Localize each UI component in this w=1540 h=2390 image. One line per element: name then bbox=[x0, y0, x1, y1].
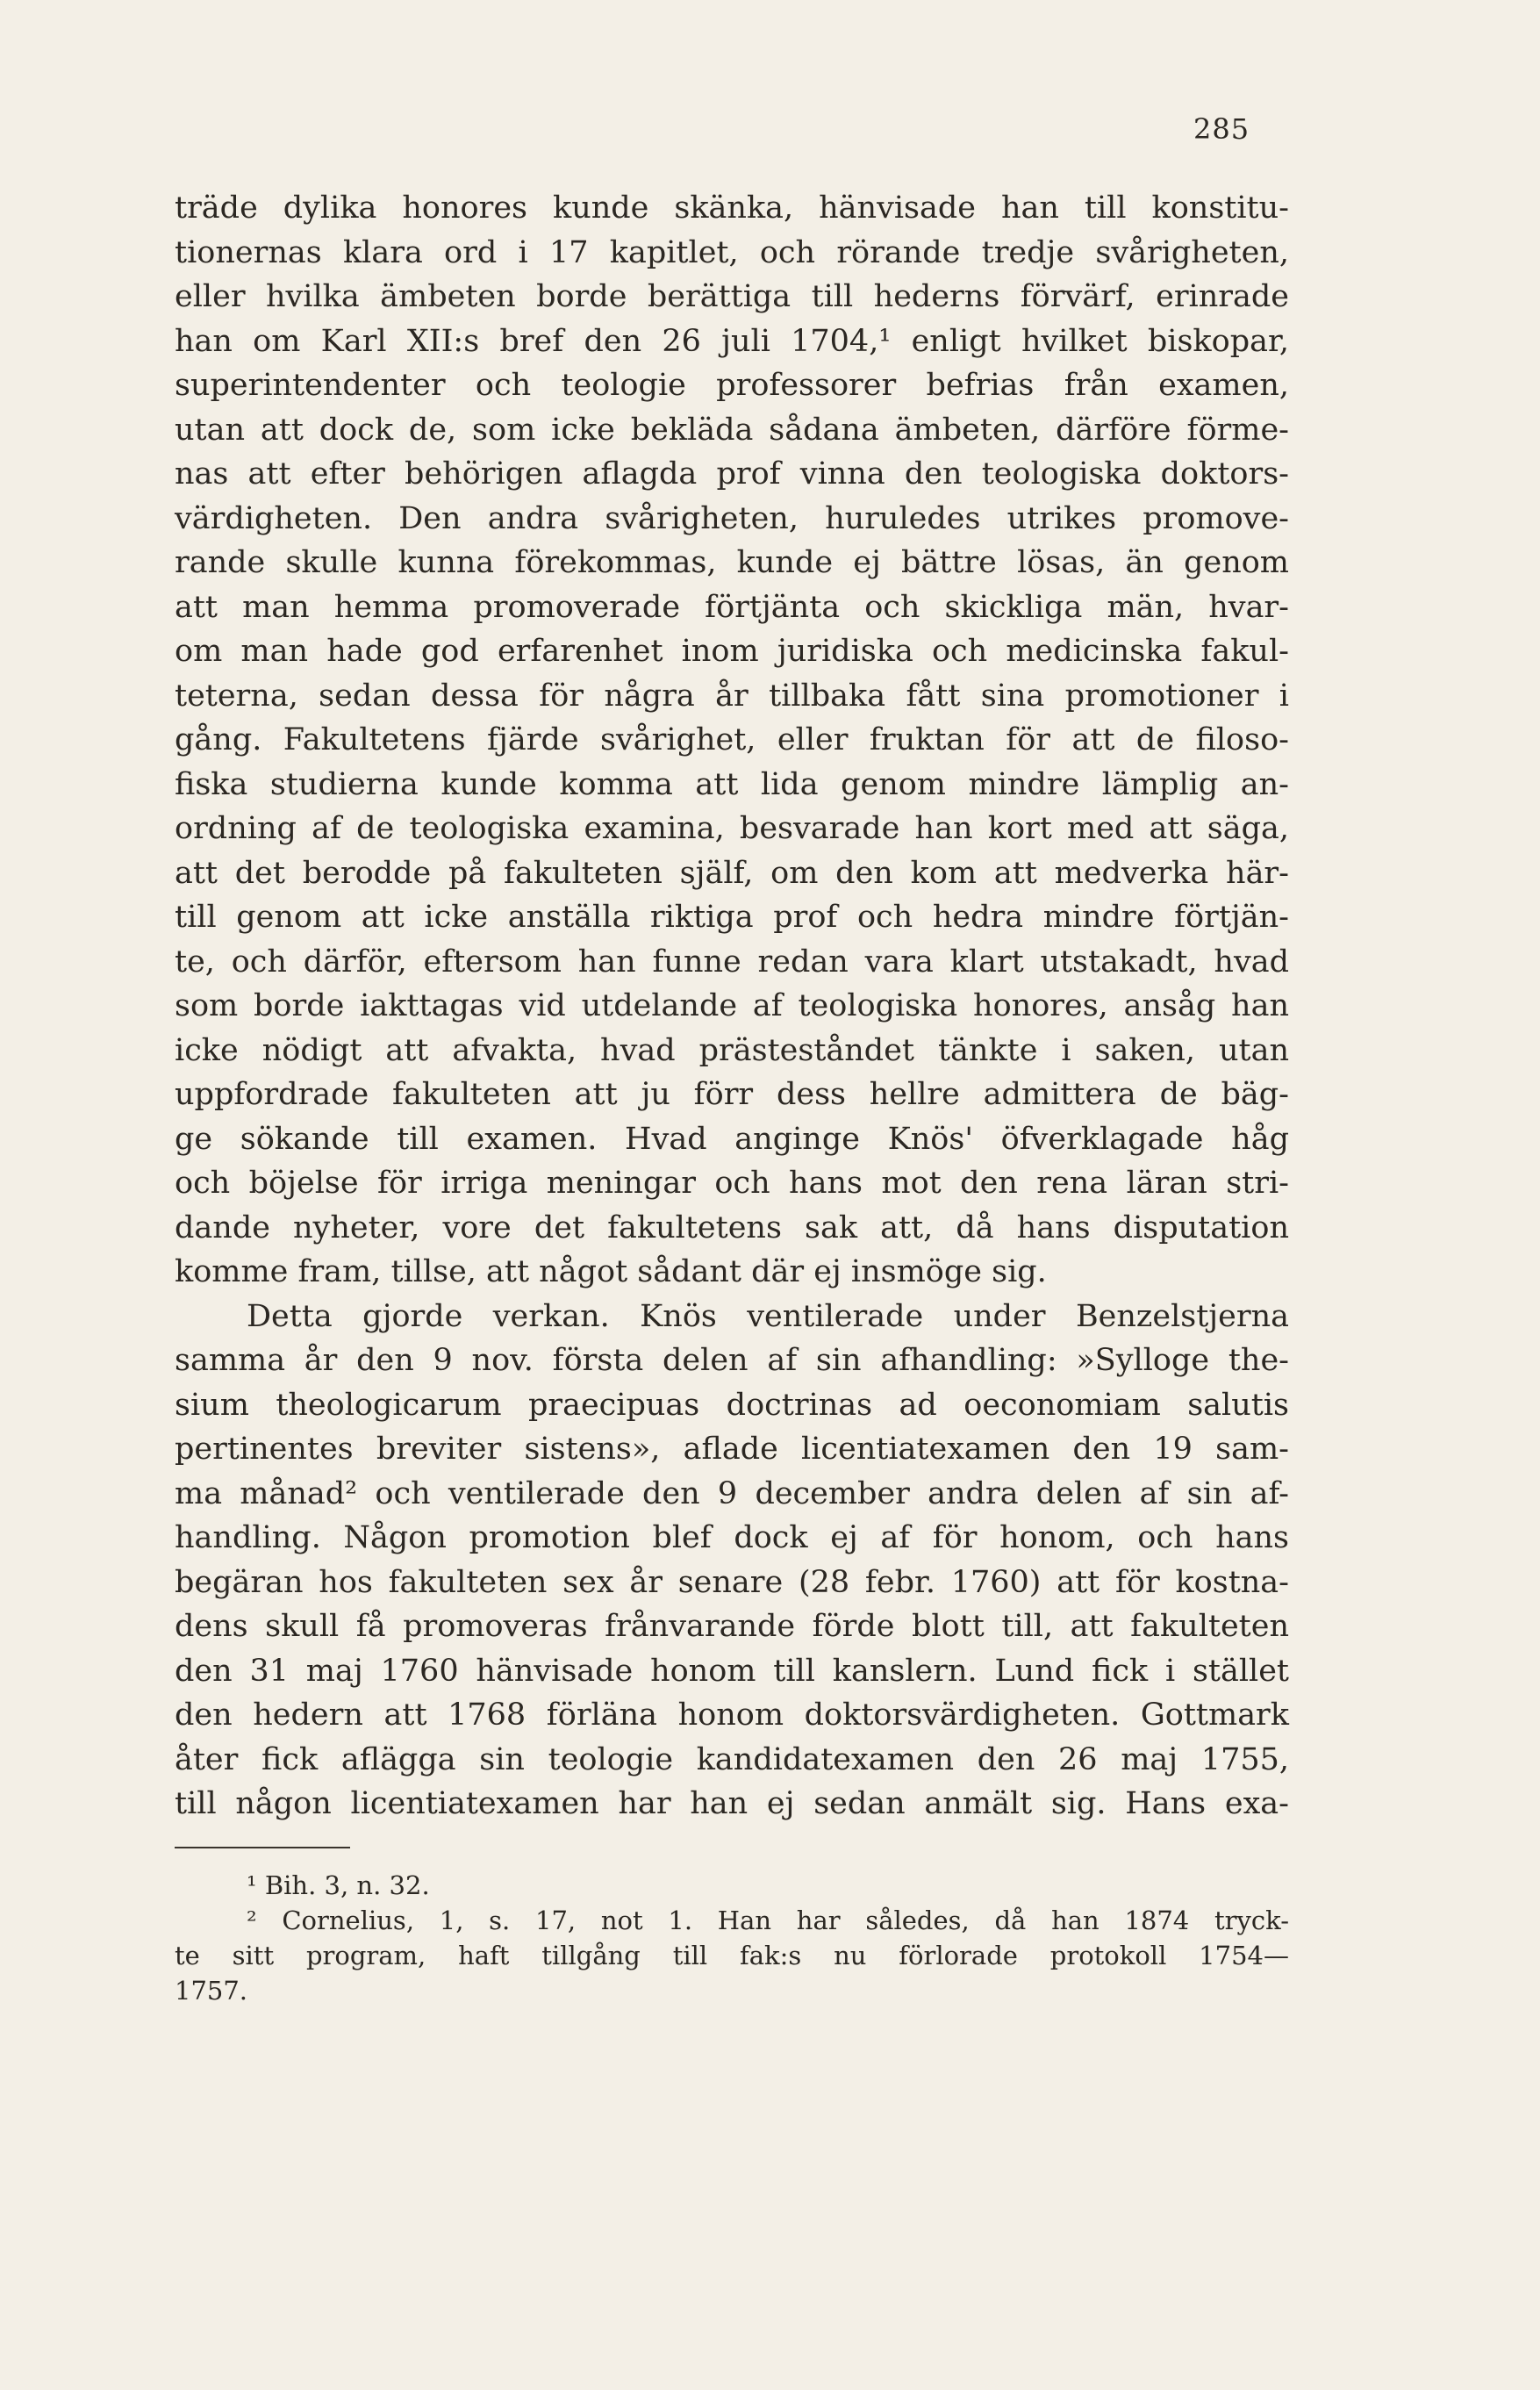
text-line: och böjelse för irriga meningar och hans mot den rena läran stri- bbox=[175, 1166, 1289, 1201]
text-line: värdigheten. Den andra svårigheten, huruledes utrikes promove- bbox=[175, 500, 1289, 536]
footnote-line: 1757. bbox=[175, 1976, 248, 2006]
footnote-line: te sitt program, haft tillgång till fak:s nu förlorade protokoll 1754— bbox=[175, 1941, 1289, 1970]
text-line: icke nödigt att afvakta, hvad prästeståndet tänkte i saken, utan bbox=[175, 1032, 1289, 1068]
text-line: till någon licentiatexamen har han ej sedan anmält sig. Hans exa- bbox=[175, 1786, 1289, 1821]
text-line: den hedern att 1768 förläna honom doktorsvärdigheten. Gottmark bbox=[175, 1697, 1289, 1733]
footnote-line: ¹ Bih. 3, n. 32. bbox=[247, 1870, 430, 1900]
text-line: gång. Fakultetens fjärde svårighet, eller fruktan för att de filoso- bbox=[175, 722, 1289, 757]
text-line: te, och därför, eftersom han funne redan vara klart utstakadt, hvad bbox=[175, 944, 1289, 980]
text-line: om man hade god erfarenhet inom juridiska och medicinska fakul- bbox=[175, 634, 1289, 669]
text-line: utan att dock de, som icke bekläda sådana ämbeten, därföre förme- bbox=[175, 412, 1289, 448]
text-line: samma år den 9 nov. första delen af sin afhandling: »Sylloge the- bbox=[175, 1343, 1289, 1378]
text-line: teterna, sedan dessa för några år tillbaka fått sina promotioner i bbox=[175, 678, 1289, 714]
text-line: Detta gjorde verkan. Knös ventilerade under Benzelstjerna bbox=[247, 1298, 1289, 1334]
text-line: ge sökande till examen. Hvad anginge Knös' öfverklagade håg bbox=[175, 1121, 1289, 1157]
text-line: komme fram, tillse, att något sådant där ej insmöge sig. bbox=[175, 1254, 1047, 1289]
text-line: att det berodde på fakulteten själf, om den kom att medverka här- bbox=[175, 855, 1289, 891]
text-line: rande skulle kunna förekommas, kunde ej bättre lösas, än genom bbox=[175, 545, 1289, 580]
footnote-separator bbox=[175, 1847, 350, 1848]
text-line: nas att efter behörigen aflagda prof vinna den teologiska doktors- bbox=[175, 456, 1289, 492]
text-line: som borde iakttagas vid utdelande af teologiska honores, ansåg han bbox=[175, 988, 1289, 1023]
text-line: fiska studierna kunde komma att lida genom mindre lämplig an- bbox=[175, 766, 1289, 802]
footnote-line: ² Cornelius, 1, s. 17, not 1. Han har således, då han 1874 tryck- bbox=[247, 1906, 1289, 1935]
text-line: handling. Någon promotion blef dock ej af för honom, och hans bbox=[175, 1520, 1289, 1555]
text-line: att man hemma promoverade förtjänta och skickliga män, hvar- bbox=[175, 589, 1289, 625]
text-line: tionernas klara ord i 17 kapitlet, och rörande tredje svårigheten, bbox=[175, 234, 1289, 270]
footnotes bbox=[175, 1868, 1289, 2008]
text-line: han om Karl XII:s bref den 26 juli 1704,¹ enligt hvilket biskopar, bbox=[175, 323, 1289, 359]
text-line: dens skull få promoveras frånvarande förde blott till, att fakulteten bbox=[175, 1609, 1289, 1644]
text-line: den 31 maj 1760 hänvisade honom till kanslern. Lund fick i stället bbox=[175, 1653, 1289, 1689]
text-line: superintendenter och teologie professorer befrias från examen, bbox=[175, 368, 1289, 403]
text-line: åter fick aflägga sin teologie kandidatexamen den 26 maj 1755, bbox=[175, 1741, 1289, 1777]
text-line: begäran hos fakulteten sex år senare (28 febr. 1760) att för kostna- bbox=[175, 1564, 1289, 1600]
text-line: pertinentes breviter sistens», aflade licentiatexamen den 19 sam- bbox=[175, 1432, 1289, 1467]
text-line: dande nyheter, vore det fakultetens sak att, då hans disputation bbox=[175, 1209, 1289, 1245]
text-line: eller hvilka ämbeten borde berättiga till hederns förvärf, erinrade bbox=[175, 279, 1289, 314]
text-line: uppfordrade fakulteten att ju förr dess hellre admittera de bäg- bbox=[175, 1077, 1289, 1112]
text-line: till genom att icke anställa riktiga prof och hedra mindre förtjän- bbox=[175, 900, 1289, 935]
page-number: 285 bbox=[1193, 112, 1250, 146]
body-text bbox=[175, 186, 1289, 1827]
text-line: ordning af de teologiska examina, besvarade han kort med att säga, bbox=[175, 811, 1289, 846]
text-line: ma månad² och ventilerade den 9 december andra delen af sin af- bbox=[175, 1475, 1289, 1511]
text-line: träde dylika honores kunde skänka, hänvisade han till konstitu- bbox=[175, 190, 1289, 226]
text-line: sium theologicarum praecipuas doctrinas ad oeconomiam salutis bbox=[175, 1387, 1289, 1423]
